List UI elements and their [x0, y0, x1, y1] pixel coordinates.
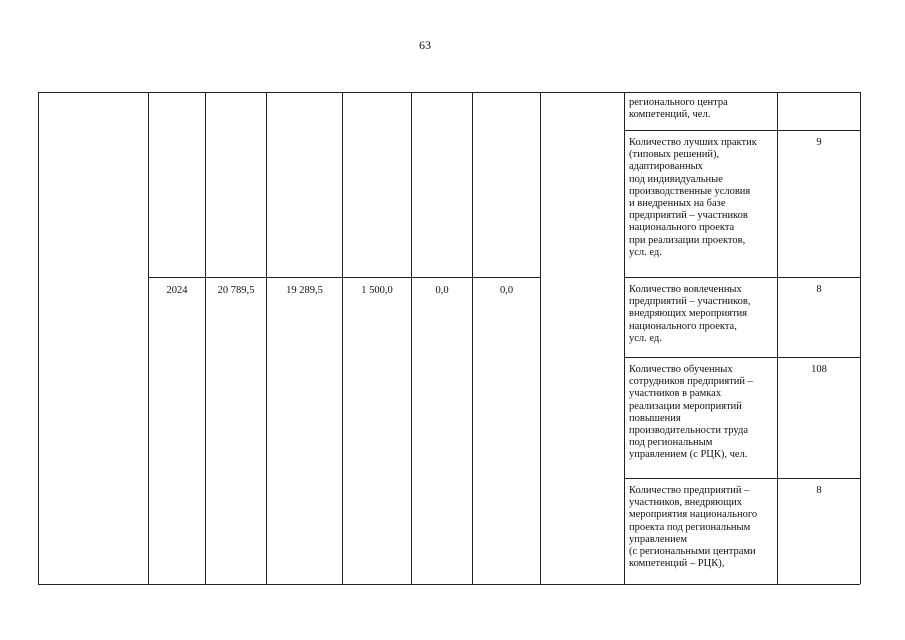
- table-left-border: [38, 92, 39, 584]
- total-amount-cell: 20 789,5: [217, 285, 255, 296]
- column-divider: [266, 92, 267, 584]
- amount-cell: 1 500,0: [361, 285, 393, 296]
- table-right-border: [860, 92, 861, 584]
- column-divider: [624, 92, 625, 584]
- indicator-value: 108: [811, 364, 827, 375]
- indicator-name: Количество лучших практик (типовых решений), адаптированных под индивидуальные производственные условия и внедренных на базе предприятий – участников национального проекта при реализации проектов, усл. ед.: [629, 137, 757, 258]
- indicator-divider: [624, 478, 860, 479]
- column-divider: [148, 92, 149, 584]
- indicator-divider: [624, 277, 860, 278]
- amount-cell: 19 289,5: [286, 285, 323, 296]
- indicator-divider: [624, 130, 860, 131]
- column-divider: [205, 92, 206, 584]
- indicator-name: Количество предприятий – участников, внедряющих мероприятия национального проекта под региональным управлением (с региональными центрами компетенций – РЦК),: [629, 485, 758, 570]
- column-divider: [342, 92, 343, 584]
- page-number: 63: [419, 38, 431, 52]
- indicator-name: Количество вовлеченных предприятий – участников, внедряющих мероприятия национального проекта, усл. ед.: [629, 284, 751, 344]
- amount-cell: 0,0: [435, 285, 449, 296]
- column-divider: [540, 92, 541, 584]
- table-top-border: [38, 92, 860, 93]
- year-cell: 2024: [166, 285, 188, 296]
- column-divider: [472, 92, 473, 584]
- indicator-value: 8: [816, 485, 822, 496]
- indicator-value: 8: [816, 284, 822, 295]
- column-divider: [411, 92, 412, 584]
- indicator-value: 9: [816, 137, 822, 148]
- column-divider: [777, 92, 778, 584]
- year-row-top-border: [148, 277, 540, 278]
- indicator-name: Количество обученных сотрудников предприятий – участников в рамках реализации мероприятий повышения производительности труда под региональным управлением (с РЦК), чел.: [629, 364, 753, 461]
- amount-cell: 0,0: [499, 285, 514, 296]
- indicator-name: регионального центра компетенций, чел.: [629, 97, 728, 121]
- indicator-divider: [624, 357, 860, 358]
- table-bottom-border: [38, 584, 860, 585]
